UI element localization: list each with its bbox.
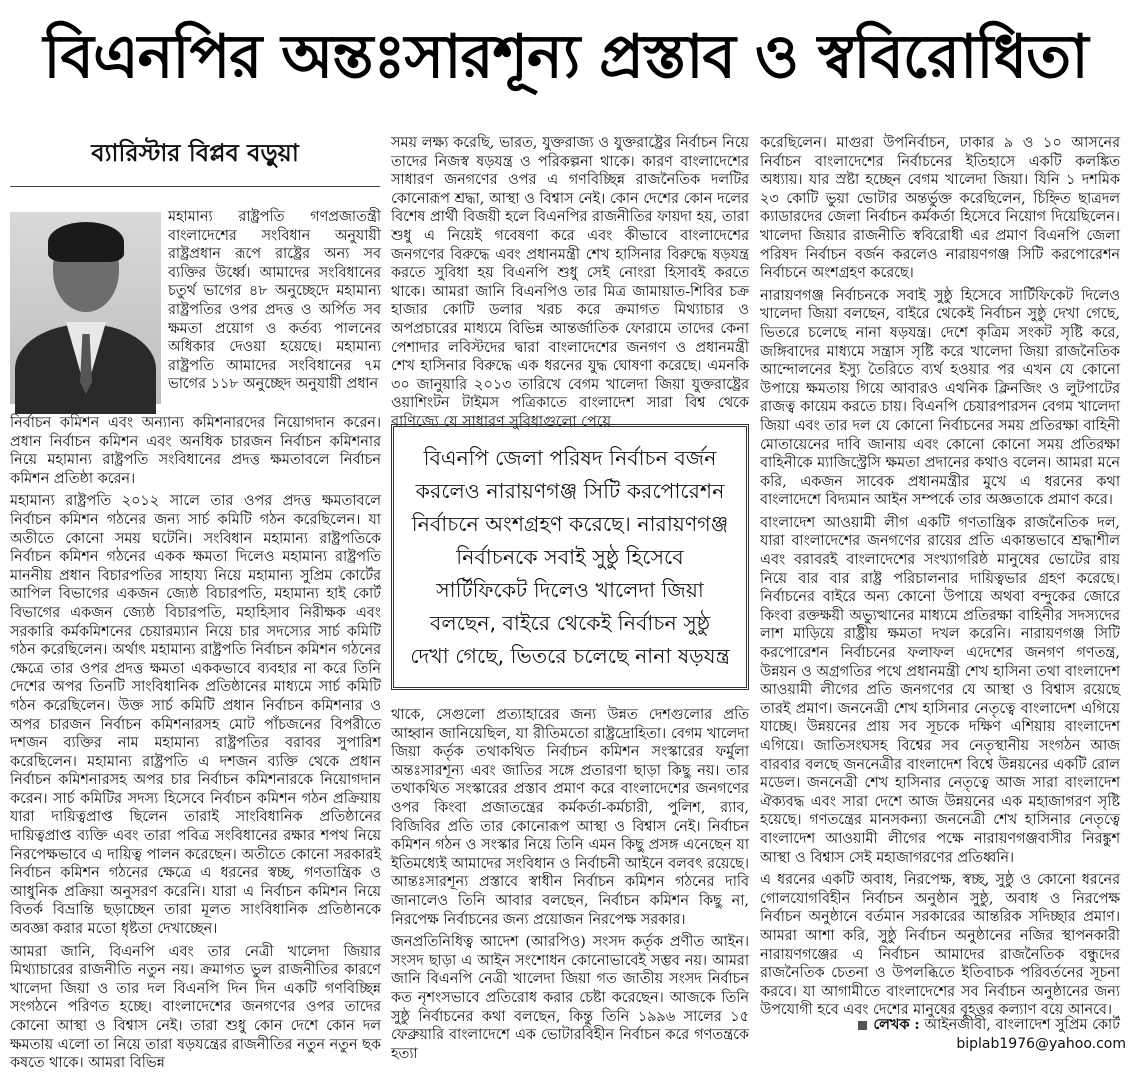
photo-hair (48, 222, 124, 262)
pull-quote-text: বিএনপি জেলা পরিষদ নির্বাচন বর্জন করলেও নারায়ণগঞ্জ সিটি করপোরেশন নির্বাচনে অংশগ্রহণ করেছে। নারায়ণগঞ্জ নির্বাচনকে সবাই সুষ্ঠু হিসেবে সার্টিফিকেট দিলেও খালেদা জিয়া বলছেন, বাইরে থেকেই নির্বাচন সুষ্ঠু দেখা গেছে, ভিতরে চলেছে নানা ষড়যন্ত্র (410, 445, 730, 668)
column-1-top-text: মহামান্য রাষ্ট্রপতি গণপ্রজাতন্ত্রী বাংলাদেশের সংবিধান অনুযায়ী রাষ্ট্রপ্রধান রূপে রাষ্ট্রের অন্য সব ব্যক্তির উর্ধ্বে। আমাদের সংবিধানের চতুর্থ ভাগের ৪৮ অনুচ্ছেদে মহামান্য রাষ্ট্রপতির ওপর প্রদত্ত ও অর্পিত সব ক্ষমতা প্রয়োগ ও কর্তব্য পালনের অধিকার দেওয়া হয়েছে। মহামান্য রাষ্ট্রপতি আমাদের সংবিধানের ৭ম ভাগের ১১৮ অনুচ্ছেদ অনুযায়ী প্রধান (168, 209, 381, 393)
square-bullet-icon (858, 1021, 867, 1030)
signoff-text: আইনজীবী, বাংলাদেশ সুপ্রিম কোর্ট (924, 1017, 1120, 1033)
author-photo (10, 212, 161, 404)
pull-quote (391, 424, 749, 690)
column-3-paragraph: নারায়ণগঞ্জ নির্বাচনকে সবাই সুষ্ঠু হিসেবে সার্টিফিকেট দিলেও খালেদা জিয়া বলছেন, বাইরে থেকেই নির্বাচন সুষ্ঠু দেখা গেছে, ভিতরে চলেছে নানা ষড়যন্ত্র। দেশে কৃত্রিম সংকট সৃষ্টি করে, জঙ্গিবাদের মাধ্যমে সন্ত্রাস সৃষ্টি করে খালেদা জিয়া রাজনৈতিক আন্দোলনের ইস্যু তৈরিতে ব্যর্থ হওয়ার পর এখন যে কোনো উপায়ে ক্ষমতায় গিয়ে আবারও এথনিক ক্লিনজিং ও লুটপাটের রাজত্ব কায়েম করতে চায়। বিএনপি চেয়ারপারসন বেগম খালেদা জিয়া এবং তার দল যে কোনো নির্বাচনের সময় প্রতিরক্ষা বাহিনী মোতায়েনের দাবি জানায় এবং কোনো কোনো সময় প্রতিরক্ষা বাহিনীকে ম্যাজিস্ট্রেসি ক্ষমতা প্রদানের কথাও বলেন। আমরা মনে করি, একজন সাবেক প্রধানমন্ত্রীর মুখে এ ধরনের কথা বাংলাদেশে বিদ্যমান আইন সম্পর্কে তার অজ্ঞতাকে প্রমাণ করে। (760, 287, 1120, 509)
column-1-paragraph: নির্বাচন কমিশন এবং অন্যান্য কমিশনারদের নিয়োগদান করেন। প্রধান নির্বাচন কমিশন এবং অনধিক চারজন নির্বাচন কমিশনার নিয়ে মহামান্য রাষ্ট্রপতি সংবিধানের প্রদত্ত ক্ষমতাবলে নির্বাচন কমিশন প্রতিষ্ঠা করেন। (10, 415, 381, 487)
column-1-paragraph: মহামান্য রাষ্ট্রপতি ২০১২ সালে তার ওপর প্রদত্ত ক্ষমতাবলে নির্বাচন কমিশন গঠনের জন্য সার্চ কমিটি গঠন করেছিলেন। যা অতীতে কোনো সময় ঘটেনি। সংবিধান মহামান্য রাষ্ট্রপতিকে নির্বাচন কমিশন গঠনের একক ক্ষমতা দিলেও মহামান্য রাষ্ট্রপতি মাননীয় প্রধান বিচারপতির সাহায্য নিয়ে মহামান্য সুপ্রিম কোর্টের আপিল বিভাগের একজন জ্যেষ্ঠ বিচারপতি, মহামান্য হাই কোর্ট বিভাগের একজন জ্যেষ্ঠ বিচারপতি, মহাহিসাব নিরীক্ষক এবং সরকারি কর্মকমিশনের চেয়ারম্যান নিয়ে চার সদস্যের সার্চ কমিটি গঠন করেছিলেন। অর্থাৎ মহামান্য রাষ্ট্রপতি নির্বাচন কমিশন গঠনের ক্ষেত্রে তার ওপর প্রদত্ত ক্ষমতা এককভাবে ব্যবহার না করে তিনি দেশের অপর তিনটি সাংবিধানিক প্রতিষ্ঠানের মাধ্যমে সার্চ কমিটি গঠন করেছিলেন। উক্ত সার্চ কমিটি প্রধান নির্বাচন কমিশনার ও অপর চারজন নির্বাচন কমিশনারসহ মোট পাঁচজনের বিপরীতে দশজন ব্যক্তির নাম মহামান্য রাষ্ট্রপতির বরাবর সুপারিশ করেছিলেন। মহামান্য রাষ্ট্রপতি এ দশজন ব্যক্তি থেকে প্রধান নির্বাচন কমিশনারসহ অপর চার নির্বাচন কমিশনারকে নিয়োগদান করেন। সার্চ কমিটির সদস্য হিসেবে নির্বাচন কমিশন গঠন প্রক্রিয়ায় যারা দায়িত্বপ্রাপ্ত ছিলেন তারাই সাংবিধানিক প্রতিষ্ঠানের দায়িত্বপ্রাপ্ত ব্যক্তি এবং তারা পবিত্র সংবিধানের রক্ষার শপথ নিয়ে নিরপেক্ষভাবে এ দায়িত্ব পালন করেছেন। অতীতে কোনো সরকারই নির্বাচন কমিশন গঠনের ক্ষেত্রে এ ধরনের স্বচ্ছ, গণতান্ত্রিক ও আধুনিক প্রক্রিয়া অনুসরণ করেনি। যারা এ নির্বাচন কমিশন নিয়ে বিতর্ক বিভ্রান্তি ছড়াচ্ছেন তারা মূলত সাংবিধানিক প্রতিষ্ঠানকে অবজ্ঞা করার মতো ধৃষ্টতা দেখাচ্ছেন। (10, 493, 381, 938)
column-2-top-text: সময় লক্ষ্য করেছি, ভারত, যুক্তরাজ্য ও যুক্তরাষ্ট্রের নির্বাচন নিয়ে তাদের নিজস্ব ষড়যন্ত্র ও পরিকল্পনা থাকে। কারণ বাংলাদেশের সাধারণ জনগণের ওপর এ গণবিচ্ছিন্ন রাজনৈতিক দলটির কোনোরূপ শ্রদ্ধা, আস্থা ও বিশ্বাস নেই। কোন দেশের কোন দলের বিশেষ প্রার্থী বিজয়ী হলে বিএনপির রাজনীতির ফায়দা হয়, তারা শুধু এ নিয়েই গবেষণা করে এবং কীভাবে বাংলাদেশের জনগণের বিরুদ্ধে এবং প্রধানমন্ত্রী শেখ হাসিনার বিরুদ্ধে ষড়যন্ত্র করতে সুবিধা হয় বিএনপি শুধু সেই নোংরা হিসাবই করতে থাকে। আমরা জানি বিএনপিও তার মিত্র জামায়াত-শিবির চক্র হাজার কোটি ডলার খরচ করে ক্রমাগত মিথ্যাচার ও অপপ্রচারের মাধ্যমে বিভিন্ন আন্তর্জাতিক ফোরামে তাদের কেনা পেশাদার লবিস্টদের দ্বারা বাংলাদেশের জনগণ ও প্রধানমন্ত্রী শেখ হাসিনার বিরুদ্ধে এক ধরনের যুদ্ধ ঘোষণা করেছে। এমনকি ৩০ জানুয়ারি ২০১৩ তারিখে বেগম খালেদা জিয়া যুক্তরাষ্ট্রের ওয়াশিংটন টাইমস পত্রিকাতে বাংলাদেশ সারা বিশ্ব থেকে বাণিজ্যে যে সাধারণ সুবিধাগুলো পেয়ে (391, 135, 749, 430)
headline: বিএনপির অন্তঃসারশূন্য প্রস্তাব ও স্ববিরোধিতা (43, 22, 1088, 92)
byline: ব্যারিস্টার বিপ্লব বড়ুয়া (91, 139, 299, 167)
column-2-paragraph: জনপ্রতিনিধিত্ব আদেশ (আরপিও) সংসদ কর্তৃক প্রণীত আইন। সংসদ ছাড়া এ আইন সংশোধন কোনোভাবেই সম্ভব নয়। আমরা জানি বিএনপি নেত্রী খালেদা জিয়া গত জাতীয় সংসদ নির্বাচন কত নৃশংসভাবে প্রতিরোধ করার চেষ্টা করেছেন। আজকে তিনি সুষ্ঠু নির্বাচনের কথা বলছেন, কিন্তু তিনি ১৯৯৬ সালের ১৫ ফেব্রুয়ারি বাংলাদেশে এক ভোটারবিহীন নির্বাচন করে গণতন্ত্রকে হত্যা (391, 934, 749, 1062)
column-3-paragraph: করেছিলেন। মাগুরা উপনির্বাচন, ঢাকার ৯ ও ১০ আসনের নির্বাচন বাংলাদেশের নির্বাচনের ইতিহাসে একটি কলঙ্কিত অধ্যায়। যার স্রষ্টা হচ্ছেন বেগম খালেদা জিয়া। যিনি ১ দশমিক ২৩ কোটি ভুয়া ভোটার অন্তর্ভুক্ত করেছিলেন, চিহ্নিত ছাত্রদল ক্যাডারদের জেলা নির্বাচন কর্মকর্তা হিসেবে নিয়োগ দিয়েছিলেন। খালেদা জিয়ার রাজনীতি স্ববিরোধী এর প্রমাণ বিএনপি জেলা পরিষদ নির্বাচন বর্জন করলেও নারায়ণগঞ্জ সিটি করপোরেশন নির্বাচনে অংশগ্রহণ করেছে। (760, 135, 1120, 282)
column-2-top (391, 134, 749, 430)
column-3 (760, 134, 1120, 1019)
column-3-paragraph: এ ধরনের একটি অবাধ, নিরপেক্ষ, স্বচ্ছ, সুষ্ঠু ও কোনো ধরনের গোলযোগবিহীন নির্বাচন অনুষ্ঠান সুষ্ঠু, অবাধ ও নিরপেক্ষ নির্বাচন অনুষ্ঠানে বর্তমান সরকারের আন্তরিক সদিচ্ছার প্রমাণ। আমরা আশা করি, সুষ্ঠু নির্বাচন অনুষ্ঠানের নজির স্থাপনকারী নারায়ণগঞ্জের এ নির্বাচন আমাদের রাজনৈতিক বন্ধুদের রাজনৈতিক চেতনা ও উপলব্ধিতে ইতিবাচক পরিবর্তনের সূচনা করবে। যা আগামীতে বাংলাদেশের সব নির্বাচন অনুষ্ঠানের জন্য উপযোগী হবে এবং দেশের মানুষের বৃহত্তর কল্যাণ বয়ে আনবে। (760, 872, 1120, 1019)
column-1 (10, 414, 381, 1072)
column-3-paragraph: বাংলাদেশ আওয়ামী লীগ একটি গণতান্ত্রিক রাজনৈতিক দল, যারা বাংলাদেশের জনগণের রায়ের প্রতি একান্তভাবে শ্রদ্ধাশীল এবং বরাবরই বাংলাদেশের সংখ্যাগরিষ্ঠ মানুষের ভোটের রায় নিয়ে বার বার রাষ্ট্র পরিচালনার দায়িত্বভার গ্রহণ করেছে। নির্বাচনের বাইরে অন্য কোনো উপায়ে অথবা বন্দুকের জোরে কিংবা রক্তক্ষয়ী অভ্যুত্থানের মাধ্যমে প্রতিরক্ষা বাহিনীর সদস্যদের লাশ মাড়িয়ে রাষ্ট্রীয় ক্ষমতা দখল করেনি। নারায়ণগঞ্জ সিটি করপোরেশন নির্বাচনের ফলাফল এদেশের জনগণ গণতন্ত্র, উন্নয়ন ও অগ্রগতির পথে প্রধানমন্ত্রী শেখ হাসিনা তথা বাংলাদেশ আওয়ামী লীগের প্রতি জনগণের যে আস্থা ও বিশ্বাস রয়েছে তারই প্রমাণ। জননেত্রী শেখ হাসিনার নেতৃত্বে বাংলাদেশ এগিয়ে যাচ্ছে। উন্নয়নের প্রায় সব সূচকে দক্ষিণ এশিয়ায় বাংলাদেশ এগিয়ে। জাতিসংঘসহ বিশ্বের সব নেতৃস্থানীয় সংগঠন আজ বারবার বলছে জননেত্রীর বাংলাদেশ বিশ্বে উন্নয়নের একটি রোল মডেল। জননেত্রী শেখ হাসিনার নেতৃত্বে আজ সারা বাংলাদেশ ঐক্যবদ্ধ এবং সারা দেশে আজ উন্নয়নের এক মহাজাগরণ সৃষ্টি হয়েছে। গণতন্ত্রের মানসকন্যা জননেত্রী শেখ হাসিনার নেতৃত্বে বাংলাদেশ আওয়ামী লীগের পক্ষে নারায়ণগঞ্জবাসীর নিরঙ্কুশ আস্থা ও বিশ্বাস সেই মহাজাগরণের প্রতিধ্বনি। (760, 514, 1120, 866)
column-2-bottom (391, 706, 749, 1062)
signoff-label: লেখক : (873, 1016, 920, 1033)
column-2-paragraph: থাকে, সেগুলো প্রত্যাহারের জন্য উন্নত দেশগুলোর প্রতি আহ্বান জানিয়েছিল, যা রীতিমতো রাষ্ট্রদ্রোহিতা। বেগম খালেদা জিয়া কর্তৃক তথাকথিত নির্বাচন কমিশন সংস্কারের ফর্মুলা অন্তঃসারশূন্য এবং জাতির সঙ্গে প্রতারণা ছাড়া কিছু নয়। তার তথাকথিত সংস্কারের প্রস্তাব প্রমাণ করে বাংলাদেশের জনগণের ওপর কিংবা প্রজাতন্ত্রের কর্মকর্তা-কর্মচারী, পুলিশ, র‌্যাব, বিজিবির প্রতি তার কোনোরূপ আস্থা ও বিশ্বাস নেই। নির্বাচন কমিশন গঠন ও সংস্কার নিয়ে তিনি এমন কিছু প্রসঙ্গ এনেছেন যা ইতিমধ্যেই আমাদের সংবিধান ও নির্বাচনী আইনে বলবৎ রয়েছে। আন্তঃসারশূন্য প্রস্তাবে স্বাধীন নির্বাচন কমিশন গঠনের দাবি জানালেও তিনি আবার বলছেন, নির্বাচন কমিশন কিছু না, নিরপেক্ষ নির্বাচনের জন্য প্রয়োজন নিরপেক্ষ সরকার। (391, 707, 749, 928)
column-1-paragraph: আমরা জানি, বিএনপি এবং তার নেত্রী খালেদা জিয়ার মিথ্যাচারের রাজনীতি নতুন নয়। ক্রমাগত ভুল রাজনীতির কারণে খালেদা জিয়া ও তার দল বিএনপি দিন দিন একটি গণবিচ্ছিন্ন সংগঠনে পরিণত হচ্ছে। বাংলাদেশের জনগণের ওপর তাদের কোনো আস্থা ও বিশ্বাস নেই। তারা শুধু কোন দেশে কোন দল ক্ষমতায় এলো তা নিয়ে তারা ষড়যন্ত্রের রাজনীতির নতুন নতুন ছক কষতে থাকে। আমরা বিভিন্ন (10, 943, 381, 1072)
byline-rule (10, 186, 380, 187)
author-signoff (760, 1014, 1120, 1032)
column-1-top (168, 208, 381, 430)
author-email[interactable]: biplab1976@yahoo.com (956, 1036, 1126, 1052)
